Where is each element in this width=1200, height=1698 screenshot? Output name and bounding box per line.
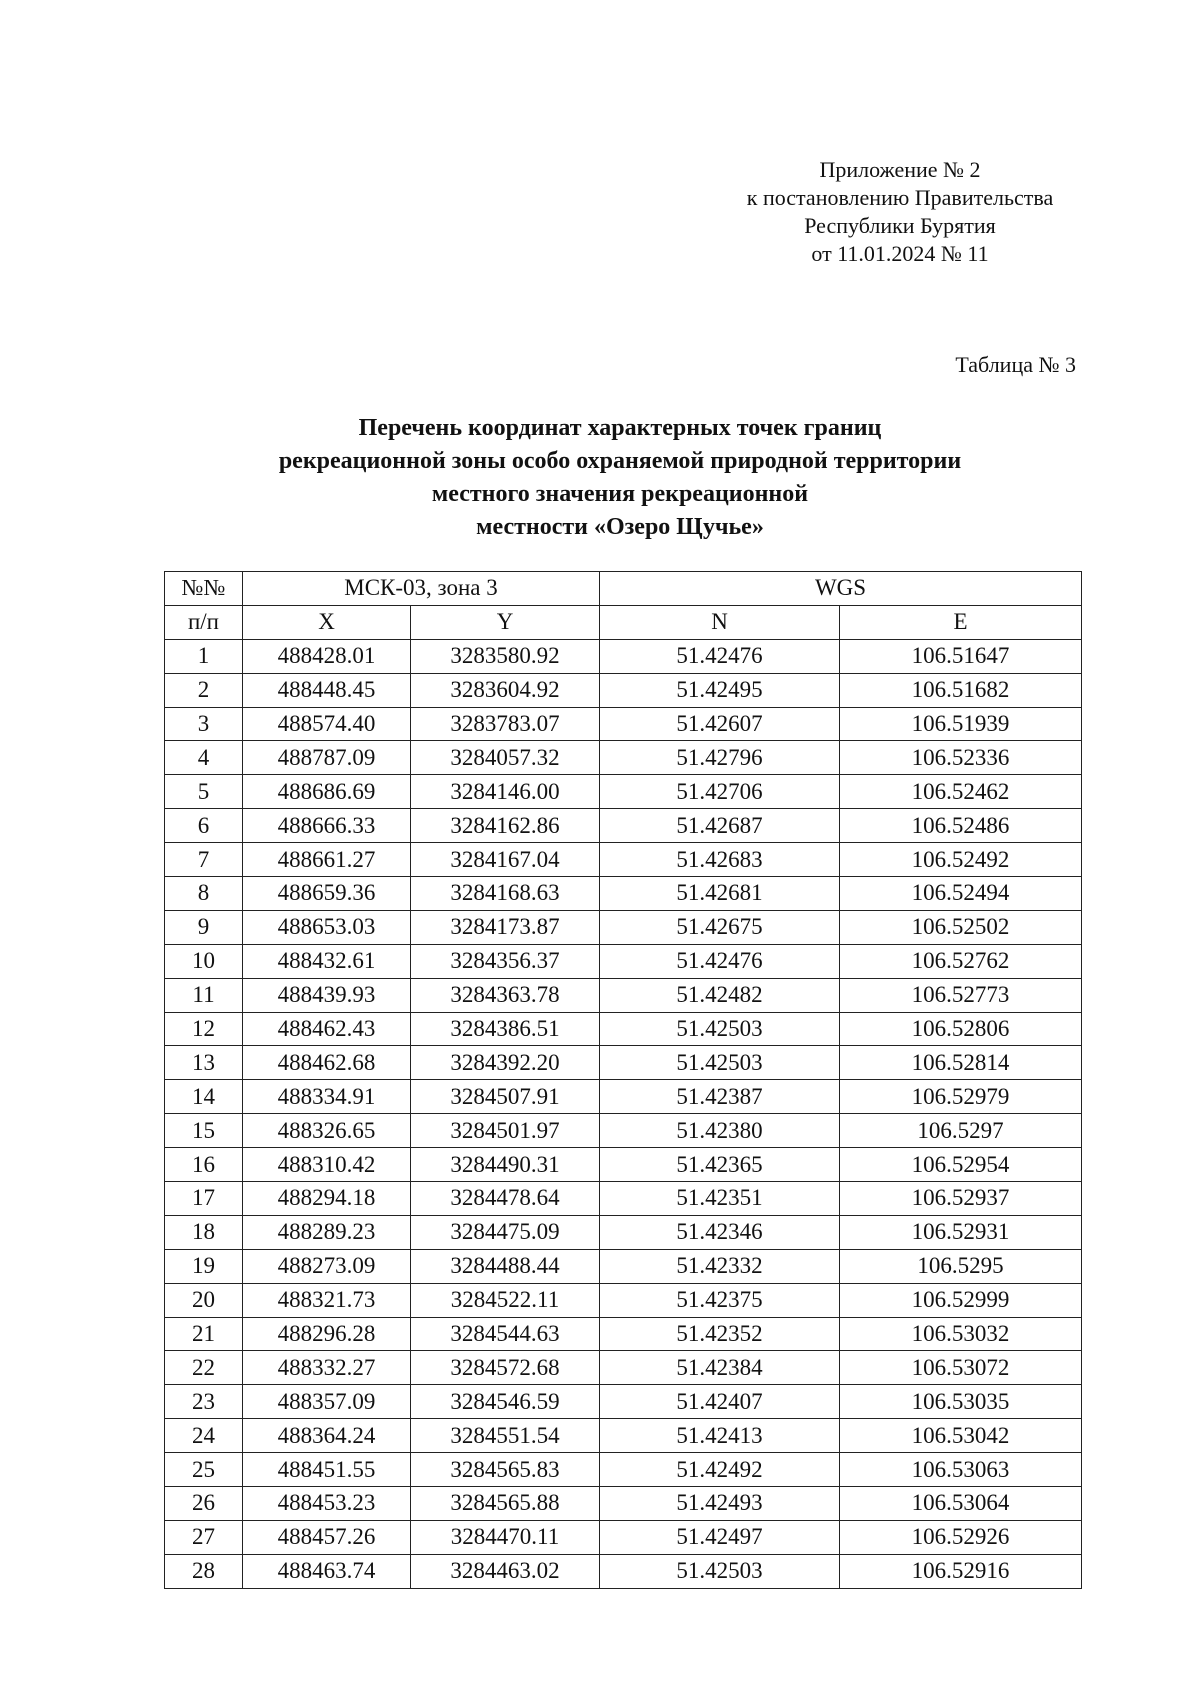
table-row [165, 843, 1082, 877]
cell-y: 3284565.88 [411, 1487, 600, 1521]
table-row [165, 1215, 1082, 1249]
cell-number: 6 [165, 809, 243, 843]
cell-n: 51.42706 [600, 775, 840, 809]
cell-x: 488453.23 [243, 1487, 411, 1521]
cell-e: 106.52814 [840, 1046, 1082, 1080]
cell-number: 25 [165, 1453, 243, 1487]
table-row [165, 1283, 1082, 1317]
cell-x: 488326.65 [243, 1114, 411, 1148]
header-n: N [600, 605, 840, 639]
cell-n: 51.42482 [600, 978, 840, 1012]
cell-x: 488332.27 [243, 1351, 411, 1385]
table-row [165, 1148, 1082, 1182]
cell-y: 3284463.02 [411, 1554, 600, 1588]
table-header-row-2 [165, 605, 1082, 639]
header-num-top: №№ [165, 572, 243, 606]
cell-y: 3284507.91 [411, 1080, 600, 1114]
cell-e: 106.52999 [840, 1283, 1082, 1317]
cell-y: 3284546.59 [411, 1385, 600, 1419]
cell-number: 19 [165, 1249, 243, 1283]
cell-y: 3283580.92 [411, 639, 600, 673]
cell-number: 27 [165, 1520, 243, 1554]
cell-number: 18 [165, 1215, 243, 1249]
cell-n: 51.42476 [600, 639, 840, 673]
cell-n: 51.42332 [600, 1249, 840, 1283]
cell-n: 51.42503 [600, 1554, 840, 1588]
cell-x: 488451.55 [243, 1453, 411, 1487]
appendix-line-4: от 11.01.2024 № 11 [811, 241, 989, 266]
cell-x: 488432.61 [243, 944, 411, 978]
cell-y: 3284146.00 [411, 775, 600, 809]
cell-n: 51.42796 [600, 741, 840, 775]
cell-e: 106.52762 [840, 944, 1082, 978]
cell-e: 106.52486 [840, 809, 1082, 843]
cell-n: 51.42495 [600, 673, 840, 707]
cell-e: 106.52773 [840, 978, 1082, 1012]
cell-y: 3284475.09 [411, 1215, 600, 1249]
cell-e: 106.53064 [840, 1487, 1082, 1521]
cell-n: 51.42380 [600, 1114, 840, 1148]
appendix-header [700, 156, 1100, 268]
cell-number: 5 [165, 775, 243, 809]
cell-y: 3284392.20 [411, 1046, 600, 1080]
cell-number: 23 [165, 1385, 243, 1419]
cell-y: 3284490.31 [411, 1148, 600, 1182]
title-line-3: местного значения рекреационной [431, 481, 809, 507]
cell-y: 3284173.87 [411, 910, 600, 944]
cell-n: 51.42387 [600, 1080, 840, 1114]
table-row [165, 1453, 1082, 1487]
cell-number: 16 [165, 1148, 243, 1182]
cell-n: 51.42497 [600, 1520, 840, 1554]
cell-e: 106.51939 [840, 707, 1082, 741]
cell-e: 106.52979 [840, 1080, 1082, 1114]
cell-number: 2 [165, 673, 243, 707]
cell-x: 488364.24 [243, 1419, 411, 1453]
cell-y: 3284162.86 [411, 809, 600, 843]
cell-number: 4 [165, 741, 243, 775]
cell-number: 14 [165, 1080, 243, 1114]
title-line-2: рекреационной зоны особо охраняемой природной территории [278, 448, 962, 474]
cell-e: 106.53072 [840, 1351, 1082, 1385]
cell-number: 11 [165, 978, 243, 1012]
cell-x: 488462.68 [243, 1046, 411, 1080]
cell-e: 106.5295 [840, 1249, 1082, 1283]
table-row [165, 1114, 1082, 1148]
table-row [165, 741, 1082, 775]
cell-number: 26 [165, 1487, 243, 1521]
cell-e: 106.52926 [840, 1520, 1082, 1554]
cell-x: 488289.23 [243, 1215, 411, 1249]
table-row [165, 1182, 1082, 1216]
cell-x: 488653.03 [243, 910, 411, 944]
cell-e: 106.52336 [840, 741, 1082, 775]
table-body [165, 639, 1082, 1588]
cell-e: 106.52916 [840, 1554, 1082, 1588]
cell-number: 8 [165, 877, 243, 911]
appendix-line-2: к постановлению Правительства [746, 185, 1054, 210]
cell-x: 488321.73 [243, 1283, 411, 1317]
table-row [165, 910, 1082, 944]
cell-x: 488448.45 [243, 673, 411, 707]
cell-y: 3284167.04 [411, 843, 600, 877]
cell-number: 10 [165, 944, 243, 978]
cell-x: 488574.40 [243, 707, 411, 741]
table-row [165, 775, 1082, 809]
title-line-1: Перечень координат характерных точек границ [358, 415, 882, 441]
appendix-line-3: Республики Бурятия [804, 213, 996, 238]
cell-e: 106.52494 [840, 877, 1082, 911]
cell-y: 3283783.07 [411, 707, 600, 741]
cell-n: 51.42351 [600, 1182, 840, 1216]
cell-number: 28 [165, 1554, 243, 1588]
table-row [165, 1046, 1082, 1080]
table-row [165, 1554, 1082, 1588]
cell-x: 488334.91 [243, 1080, 411, 1114]
cell-n: 51.42492 [600, 1453, 840, 1487]
table-row [165, 1419, 1082, 1453]
cell-number: 22 [165, 1351, 243, 1385]
cell-n: 51.42681 [600, 877, 840, 911]
cell-n: 51.42675 [600, 910, 840, 944]
cell-y: 3284565.83 [411, 1453, 600, 1487]
cell-number: 9 [165, 910, 243, 944]
cell-e: 106.52806 [840, 1012, 1082, 1046]
cell-y: 3284488.44 [411, 1249, 600, 1283]
cell-e: 106.5297 [840, 1114, 1082, 1148]
cell-y: 3284551.54 [411, 1419, 600, 1453]
cell-n: 51.42346 [600, 1215, 840, 1249]
cell-number: 20 [165, 1283, 243, 1317]
document-title [160, 412, 1080, 544]
cell-e: 106.51682 [840, 673, 1082, 707]
header-msk-group: МСК-03, зона 3 [243, 572, 600, 606]
cell-number: 3 [165, 707, 243, 741]
cell-y: 3284544.63 [411, 1317, 600, 1351]
cell-e: 106.52492 [840, 843, 1082, 877]
cell-n: 51.42413 [600, 1419, 840, 1453]
cell-number: 13 [165, 1046, 243, 1080]
table-row [165, 944, 1082, 978]
cell-number: 17 [165, 1182, 243, 1216]
cell-number: 24 [165, 1419, 243, 1453]
cell-n: 51.42687 [600, 809, 840, 843]
cell-x: 488462.43 [243, 1012, 411, 1046]
cell-x: 488439.93 [243, 978, 411, 1012]
table-row [165, 707, 1082, 741]
cell-number: 12 [165, 1012, 243, 1046]
cell-n: 51.42407 [600, 1385, 840, 1419]
table-row [165, 1012, 1082, 1046]
table-row [165, 1385, 1082, 1419]
cell-n: 51.42352 [600, 1317, 840, 1351]
table-row [165, 1487, 1082, 1521]
table-row [165, 877, 1082, 911]
table-row [165, 809, 1082, 843]
cell-x: 488457.26 [243, 1520, 411, 1554]
table-row [165, 1317, 1082, 1351]
cell-x: 488787.09 [243, 741, 411, 775]
cell-number: 7 [165, 843, 243, 877]
cell-x: 488659.36 [243, 877, 411, 911]
cell-y: 3284363.78 [411, 978, 600, 1012]
cell-x: 488463.74 [243, 1554, 411, 1588]
table-row [165, 1080, 1082, 1114]
cell-e: 106.52502 [840, 910, 1082, 944]
cell-x: 488294.18 [243, 1182, 411, 1216]
header-wgs-group: WGS [600, 572, 1082, 606]
cell-n: 51.42476 [600, 944, 840, 978]
cell-n: 51.42607 [600, 707, 840, 741]
title-line-4: местности «Озеро Щучье» [476, 514, 764, 540]
cell-e: 106.52462 [840, 775, 1082, 809]
cell-x: 488661.27 [243, 843, 411, 877]
table-number-label: Таблица № 3 [955, 352, 1076, 377]
cell-n: 51.42375 [600, 1283, 840, 1317]
cell-n: 51.42503 [600, 1046, 840, 1080]
cell-e: 106.53032 [840, 1317, 1082, 1351]
cell-e: 106.52931 [840, 1215, 1082, 1249]
appendix-line-1: Приложение № 2 [819, 157, 981, 182]
cell-e: 106.52937 [840, 1182, 1082, 1216]
cell-x: 488310.42 [243, 1148, 411, 1182]
cell-y: 3284356.37 [411, 944, 600, 978]
table-row [165, 978, 1082, 1012]
cell-e: 106.53035 [840, 1385, 1082, 1419]
cell-n: 51.42683 [600, 843, 840, 877]
cell-x: 488666.33 [243, 809, 411, 843]
coordinates-table [164, 571, 1082, 1589]
header-y: Y [411, 605, 600, 639]
cell-e: 106.52954 [840, 1148, 1082, 1182]
cell-x: 488686.69 [243, 775, 411, 809]
cell-e: 106.51647 [840, 639, 1082, 673]
cell-number: 1 [165, 639, 243, 673]
header-e: E [840, 605, 1082, 639]
table-row [165, 1520, 1082, 1554]
cell-y: 3284168.63 [411, 877, 600, 911]
header-x: X [243, 605, 411, 639]
cell-y: 3284057.32 [411, 741, 600, 775]
cell-x: 488428.01 [243, 639, 411, 673]
cell-y: 3284501.97 [411, 1114, 600, 1148]
header-num-bottom: п/п [165, 605, 243, 639]
cell-e: 106.53042 [840, 1419, 1082, 1453]
cell-y: 3284470.11 [411, 1520, 600, 1554]
cell-number: 15 [165, 1114, 243, 1148]
cell-n: 51.42503 [600, 1012, 840, 1046]
cell-y: 3283604.92 [411, 673, 600, 707]
table-row [165, 1249, 1082, 1283]
cell-x: 488296.28 [243, 1317, 411, 1351]
cell-number: 21 [165, 1317, 243, 1351]
cell-y: 3284478.64 [411, 1182, 600, 1216]
table-row [165, 1351, 1082, 1385]
cell-e: 106.53063 [840, 1453, 1082, 1487]
cell-x: 488273.09 [243, 1249, 411, 1283]
table-header-row-1 [165, 572, 1082, 606]
table-row [165, 639, 1082, 673]
table-row [165, 673, 1082, 707]
cell-n: 51.42384 [600, 1351, 840, 1385]
cell-y: 3284572.68 [411, 1351, 600, 1385]
cell-n: 51.42493 [600, 1487, 840, 1521]
cell-n: 51.42365 [600, 1148, 840, 1182]
cell-y: 3284386.51 [411, 1012, 600, 1046]
cell-y: 3284522.11 [411, 1283, 600, 1317]
cell-x: 488357.09 [243, 1385, 411, 1419]
